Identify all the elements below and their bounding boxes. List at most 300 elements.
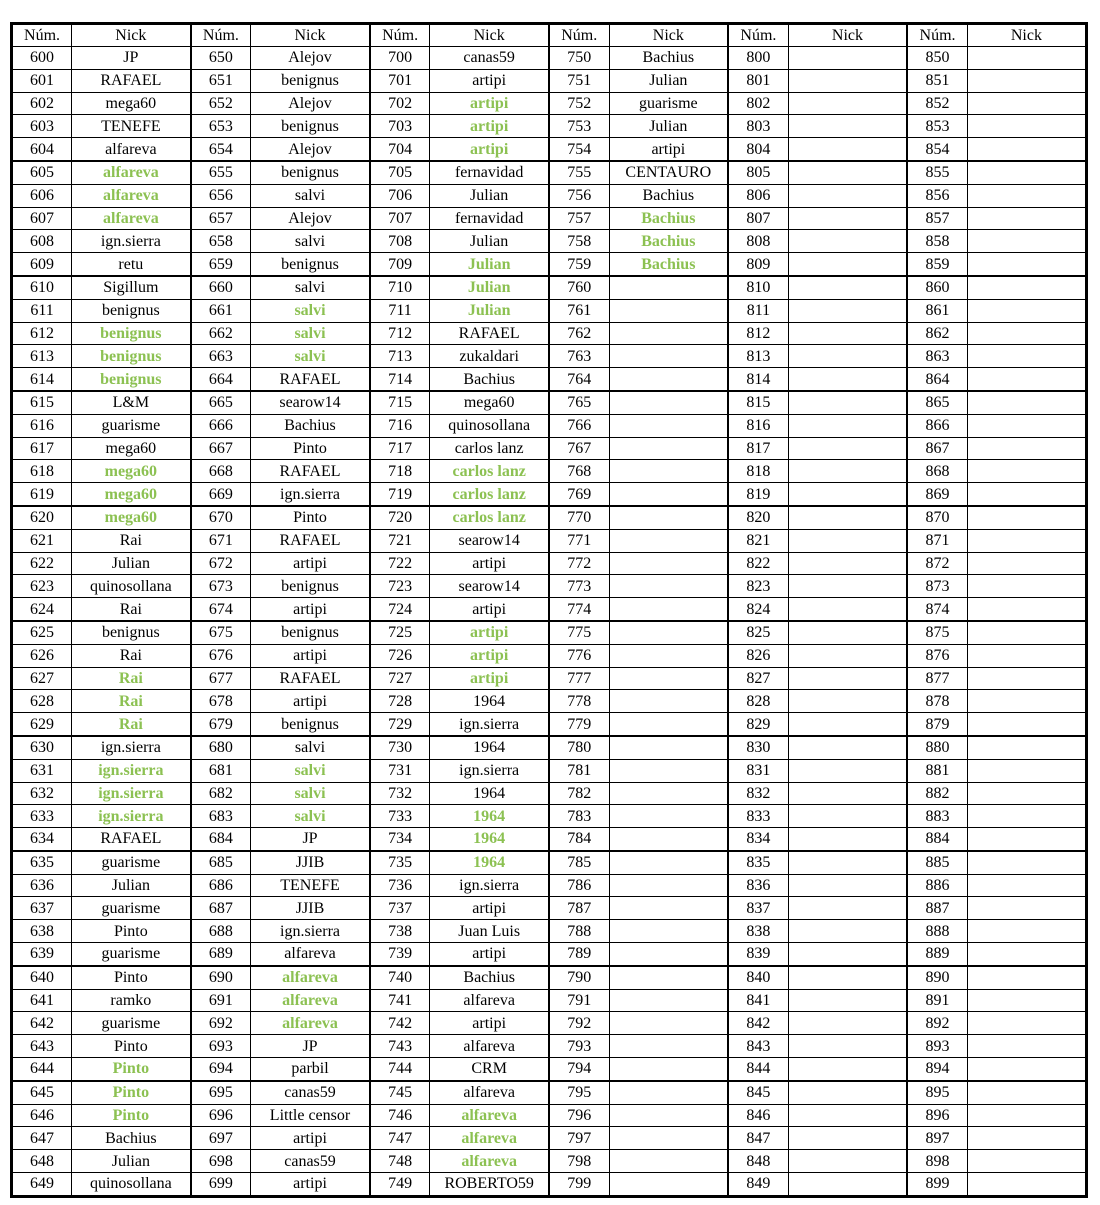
nick-cell (788, 345, 907, 368)
number-cell: 781 (549, 759, 609, 782)
number-cell: 799 (549, 1173, 609, 1197)
table-row (12, 253, 1087, 276)
nick-cell: ign.sierra (72, 736, 191, 759)
nick-cell: artipi (430, 644, 549, 667)
nick-cell: canas59 (430, 47, 549, 70)
number-cell: 693 (191, 1035, 251, 1058)
nick-cell: salvi (251, 759, 370, 782)
table-row (12, 299, 1087, 322)
nick-cell: salvi (251, 230, 370, 253)
nick-cell (609, 690, 728, 713)
number-cell: 704 (370, 138, 430, 161)
nick-cell (788, 782, 907, 805)
number-cell: 803 (728, 115, 788, 138)
nick-cell (788, 1173, 907, 1197)
nick-cell: RAFAEL (430, 322, 549, 345)
number-cell: 865 (907, 391, 967, 414)
nick-cell: JP (251, 1035, 370, 1058)
nick-cell: 1964 (430, 805, 549, 828)
nick-cell (967, 391, 1086, 414)
number-cell: 791 (549, 989, 609, 1012)
number-cell: 654 (191, 138, 251, 161)
number-cell: 765 (549, 391, 609, 414)
nick-cell (967, 598, 1086, 621)
number-cell: 609 (12, 253, 72, 276)
nick-cell: Julian (72, 1150, 191, 1173)
number-cell: 764 (549, 368, 609, 391)
nick-cell: RAFAEL (72, 69, 191, 92)
nick-cell: RAFAEL (251, 460, 370, 483)
header-nick: Nick (967, 24, 1086, 47)
nick-cell: Bachius (609, 47, 728, 70)
nick-cell: alfareva (251, 989, 370, 1012)
nick-cell: canas59 (251, 1150, 370, 1173)
number-cell: 714 (370, 368, 430, 391)
table-row (12, 161, 1087, 184)
nick-cell: guarisme (72, 943, 191, 966)
table-row (12, 322, 1087, 345)
number-cell: 864 (907, 368, 967, 391)
table-row (12, 667, 1087, 690)
number-cell: 752 (549, 92, 609, 115)
number-cell: 806 (728, 184, 788, 207)
nick-cell (788, 713, 907, 736)
nick-cell: guarisme (72, 851, 191, 874)
number-cell: 797 (549, 1127, 609, 1150)
nick-cell: ign.sierra (430, 759, 549, 782)
nick-cell: artipi (609, 138, 728, 161)
number-cell: 755 (549, 161, 609, 184)
nick-cell: alfareva (251, 966, 370, 989)
nick-cell: RAFAEL (251, 368, 370, 391)
nick-cell (788, 529, 907, 552)
nick-cell: TENEFE (251, 874, 370, 897)
number-cell: 780 (549, 736, 609, 759)
number-cell: 637 (12, 897, 72, 920)
nick-cell (609, 667, 728, 690)
nick-cell: salvi (251, 276, 370, 299)
number-cell: 694 (191, 1058, 251, 1081)
number-cell: 735 (370, 851, 430, 874)
number-cell: 603 (12, 115, 72, 138)
number-cell: 647 (12, 1127, 72, 1150)
nick-cell (788, 506, 907, 529)
number-cell: 872 (907, 552, 967, 575)
nick-cell (788, 391, 907, 414)
nick-cell (609, 943, 728, 966)
header-row (12, 24, 1087, 47)
number-cell: 754 (549, 138, 609, 161)
table-row (12, 552, 1087, 575)
number-cell: 700 (370, 47, 430, 70)
nick-cell: zukaldari (430, 345, 549, 368)
number-cell: 734 (370, 828, 430, 851)
number-cell: 635 (12, 851, 72, 874)
nick-cell: benignus (251, 713, 370, 736)
nick-cell (967, 736, 1086, 759)
nick-cell (967, 483, 1086, 506)
number-cell: 849 (728, 1173, 788, 1197)
nick-cell: artipi (430, 115, 549, 138)
nick-cell: mega60 (72, 460, 191, 483)
nick-cell (967, 115, 1086, 138)
nick-cell: CRM (430, 1058, 549, 1081)
number-cell: 617 (12, 437, 72, 460)
nick-cell: mega60 (72, 437, 191, 460)
number-cell: 656 (191, 184, 251, 207)
number-cell: 745 (370, 1081, 430, 1104)
number-cell: 746 (370, 1104, 430, 1127)
nick-cell: Bachius (609, 207, 728, 230)
nick-cell: benignus (251, 621, 370, 644)
nick-cell (788, 115, 907, 138)
number-cell: 784 (549, 828, 609, 851)
nick-cell (788, 299, 907, 322)
table-row (12, 1150, 1087, 1173)
number-cell: 883 (907, 805, 967, 828)
number-cell: 767 (549, 437, 609, 460)
header-nick: Nick (788, 24, 907, 47)
nick-cell (788, 207, 907, 230)
table-row (12, 1127, 1087, 1150)
nick-cell (788, 483, 907, 506)
number-cell: 625 (12, 621, 72, 644)
number-cell: 698 (191, 1150, 251, 1173)
nick-cell: artipi (251, 1127, 370, 1150)
number-cell: 878 (907, 690, 967, 713)
nick-cell (788, 575, 907, 598)
nick-cell (788, 184, 907, 207)
nick-cell: Julian (430, 184, 549, 207)
nick-cell (609, 1150, 728, 1173)
nick-cell (609, 644, 728, 667)
nick-cell: searow14 (251, 391, 370, 414)
nick-cell (788, 69, 907, 92)
number-cell: 835 (728, 851, 788, 874)
number-cell: 663 (191, 345, 251, 368)
number-cell: 674 (191, 598, 251, 621)
nick-cell (788, 92, 907, 115)
nick-cell (788, 1012, 907, 1035)
nick-cell (788, 621, 907, 644)
nick-cell (967, 184, 1086, 207)
number-cell: 633 (12, 805, 72, 828)
nick-cell (609, 828, 728, 851)
number-cell: 802 (728, 92, 788, 115)
nick-cell (609, 575, 728, 598)
number-cell: 852 (907, 92, 967, 115)
nick-cell (788, 460, 907, 483)
number-cell: 895 (907, 1081, 967, 1104)
number-cell: 630 (12, 736, 72, 759)
number-cell: 684 (191, 828, 251, 851)
table-row (12, 414, 1087, 437)
nick-cell: fernavidad (430, 161, 549, 184)
nick-cell (788, 943, 907, 966)
nick-cell: benignus (72, 299, 191, 322)
nick-cell: ign.sierra (430, 874, 549, 897)
number-cell: 826 (728, 644, 788, 667)
number-cell: 620 (12, 506, 72, 529)
nick-cell: 1964 (430, 851, 549, 874)
number-cell: 668 (191, 460, 251, 483)
number-cell: 753 (549, 115, 609, 138)
table-row (12, 575, 1087, 598)
number-cell: 701 (370, 69, 430, 92)
number-cell: 636 (12, 874, 72, 897)
nick-cell (788, 253, 907, 276)
nick-cell (609, 1012, 728, 1035)
nick-cell: salvi (251, 299, 370, 322)
nick-cell (967, 92, 1086, 115)
number-cell: 748 (370, 1150, 430, 1173)
nick-cell: Bachius (609, 253, 728, 276)
number-cell: 750 (549, 47, 609, 70)
nick-cell: 1964 (430, 690, 549, 713)
table-row (12, 920, 1087, 943)
number-cell: 822 (728, 552, 788, 575)
nick-cell: alfareva (430, 1104, 549, 1127)
number-cell: 801 (728, 69, 788, 92)
header-num: Núm. (549, 24, 609, 47)
number-cell: 821 (728, 529, 788, 552)
nick-cell (967, 253, 1086, 276)
number-cell: 846 (728, 1104, 788, 1127)
number-cell: 687 (191, 897, 251, 920)
number-cell: 834 (728, 828, 788, 851)
nick-cell: salvi (251, 805, 370, 828)
number-cell: 703 (370, 115, 430, 138)
number-cell: 819 (728, 483, 788, 506)
number-cell: 855 (907, 161, 967, 184)
number-cell: 789 (549, 943, 609, 966)
number-cell: 604 (12, 138, 72, 161)
number-cell: 749 (370, 1173, 430, 1197)
number-cell: 778 (549, 690, 609, 713)
nick-cell (609, 1058, 728, 1081)
nick-cell: benignus (72, 345, 191, 368)
number-cell: 815 (728, 391, 788, 414)
number-cell: 624 (12, 598, 72, 621)
nick-cell (967, 299, 1086, 322)
table-row (12, 207, 1087, 230)
nick-cell: Pinto (72, 1035, 191, 1058)
nick-cell: mega60 (72, 506, 191, 529)
nick-cell (788, 759, 907, 782)
number-cell: 743 (370, 1035, 430, 1058)
nick-cell: artipi (251, 1173, 370, 1197)
nick-cell: artipi (430, 92, 549, 115)
number-cell: 711 (370, 299, 430, 322)
number-cell: 621 (12, 529, 72, 552)
table-row (12, 1012, 1087, 1035)
nick-cell (609, 874, 728, 897)
number-cell: 885 (907, 851, 967, 874)
number-cell: 859 (907, 253, 967, 276)
number-cell: 811 (728, 299, 788, 322)
number-cell: 810 (728, 276, 788, 299)
number-cell: 683 (191, 805, 251, 828)
number-cell: 759 (549, 253, 609, 276)
number-cell: 840 (728, 966, 788, 989)
nick-cell (788, 897, 907, 920)
nick-cell: parbil (251, 1058, 370, 1081)
number-cell: 888 (907, 920, 967, 943)
number-cell: 838 (728, 920, 788, 943)
nick-cell: Rai (72, 667, 191, 690)
nick-cell (967, 621, 1086, 644)
nick-cell (609, 782, 728, 805)
number-cell: 634 (12, 828, 72, 851)
nick-cell: salvi (251, 345, 370, 368)
number-cell: 666 (191, 414, 251, 437)
nick-cell (788, 805, 907, 828)
table-row (12, 506, 1087, 529)
nick-cell: artipi (430, 897, 549, 920)
number-cell: 667 (191, 437, 251, 460)
nick-cell: quinosollana (72, 575, 191, 598)
nick-cell (967, 943, 1086, 966)
number-cell: 845 (728, 1081, 788, 1104)
nick-cell: Alejov (251, 138, 370, 161)
header-nick: Nick (430, 24, 549, 47)
number-cell: 823 (728, 575, 788, 598)
number-cell: 798 (549, 1150, 609, 1173)
number-cell: 787 (549, 897, 609, 920)
number-cell: 644 (12, 1058, 72, 1081)
nick-cell: alfareva (72, 161, 191, 184)
nick-cell (788, 47, 907, 70)
number-cell: 705 (370, 161, 430, 184)
nick-cell (967, 414, 1086, 437)
number-cell: 825 (728, 621, 788, 644)
number-cell: 661 (191, 299, 251, 322)
nick-cell: artipi (430, 943, 549, 966)
nick-cell: JJIB (251, 897, 370, 920)
number-cell: 870 (907, 506, 967, 529)
number-cell: 689 (191, 943, 251, 966)
nick-cell (788, 874, 907, 897)
table-row (12, 805, 1087, 828)
nick-cell (609, 437, 728, 460)
number-cell: 655 (191, 161, 251, 184)
number-cell: 616 (12, 414, 72, 437)
nick-cell (967, 805, 1086, 828)
number-cell: 837 (728, 897, 788, 920)
table-row (12, 368, 1087, 391)
table-row (12, 782, 1087, 805)
nick-cell (788, 989, 907, 1012)
nick-cell (788, 322, 907, 345)
nick-cell: carlos lanz (430, 460, 549, 483)
header-nick: Nick (609, 24, 728, 47)
nick-cell (967, 759, 1086, 782)
number-cell: 769 (549, 483, 609, 506)
table-row (12, 276, 1087, 299)
number-cell: 782 (549, 782, 609, 805)
table-row (12, 391, 1087, 414)
nick-cell (788, 138, 907, 161)
nick-cell: 1964 (430, 736, 549, 759)
number-cell: 829 (728, 713, 788, 736)
number-cell: 808 (728, 230, 788, 253)
nick-cell (788, 828, 907, 851)
number-cell: 861 (907, 299, 967, 322)
number-cell: 659 (191, 253, 251, 276)
number-cell: 648 (12, 1150, 72, 1173)
table-row (12, 483, 1087, 506)
number-cell: 712 (370, 322, 430, 345)
nick-cell: searow14 (430, 575, 549, 598)
header-nick: Nick (72, 24, 191, 47)
nick-cell (967, 1035, 1086, 1058)
table-row (12, 598, 1087, 621)
nick-cell (967, 897, 1086, 920)
nick-cell: guarisme (72, 414, 191, 437)
nick-cell: ign.sierra (72, 230, 191, 253)
nick-cell (967, 437, 1086, 460)
number-cell: 856 (907, 184, 967, 207)
nick-cell: benignus (72, 322, 191, 345)
number-cell: 662 (191, 322, 251, 345)
nick-cell: artipi (251, 598, 370, 621)
nick-cell: benignus (251, 115, 370, 138)
header-num: Núm. (191, 24, 251, 47)
nick-cell: Alejov (251, 92, 370, 115)
nick-cell: artipi (430, 1012, 549, 1035)
nick-cell: Bachius (72, 1127, 191, 1150)
number-cell: 614 (12, 368, 72, 391)
table-row (12, 115, 1087, 138)
number-cell: 894 (907, 1058, 967, 1081)
number-cell: 879 (907, 713, 967, 736)
nick-cell: alfareva (430, 1035, 549, 1058)
number-cell: 850 (907, 47, 967, 70)
nick-cell (609, 1035, 728, 1058)
header-nick: Nick (251, 24, 370, 47)
nick-cell: salvi (251, 322, 370, 345)
number-cell: 742 (370, 1012, 430, 1035)
table-row (12, 230, 1087, 253)
nick-cell (609, 368, 728, 391)
number-cell: 669 (191, 483, 251, 506)
header-num: Núm. (12, 24, 72, 47)
nick-cell: benignus (72, 621, 191, 644)
number-cell: 768 (549, 460, 609, 483)
nick-cell: Bachius (251, 414, 370, 437)
number-cell: 602 (12, 92, 72, 115)
number-cell: 807 (728, 207, 788, 230)
number-cell: 771 (549, 529, 609, 552)
number-cell: 796 (549, 1104, 609, 1127)
number-cell: 696 (191, 1104, 251, 1127)
nick-cell: ign.sierra (251, 483, 370, 506)
number-cell: 631 (12, 759, 72, 782)
number-cell: 728 (370, 690, 430, 713)
number-cell: 739 (370, 943, 430, 966)
number-cell: 873 (907, 575, 967, 598)
nick-cell: alfareva (430, 1150, 549, 1173)
table-row (12, 1081, 1087, 1104)
nick-cell: guarisme (72, 897, 191, 920)
number-cell: 688 (191, 920, 251, 943)
number-cell: 660 (191, 276, 251, 299)
number-cell: 726 (370, 644, 430, 667)
nick-cell: Juan Luis (430, 920, 549, 943)
nick-cell (609, 414, 728, 437)
number-cell: 615 (12, 391, 72, 414)
nick-cell: carlos lanz (430, 437, 549, 460)
